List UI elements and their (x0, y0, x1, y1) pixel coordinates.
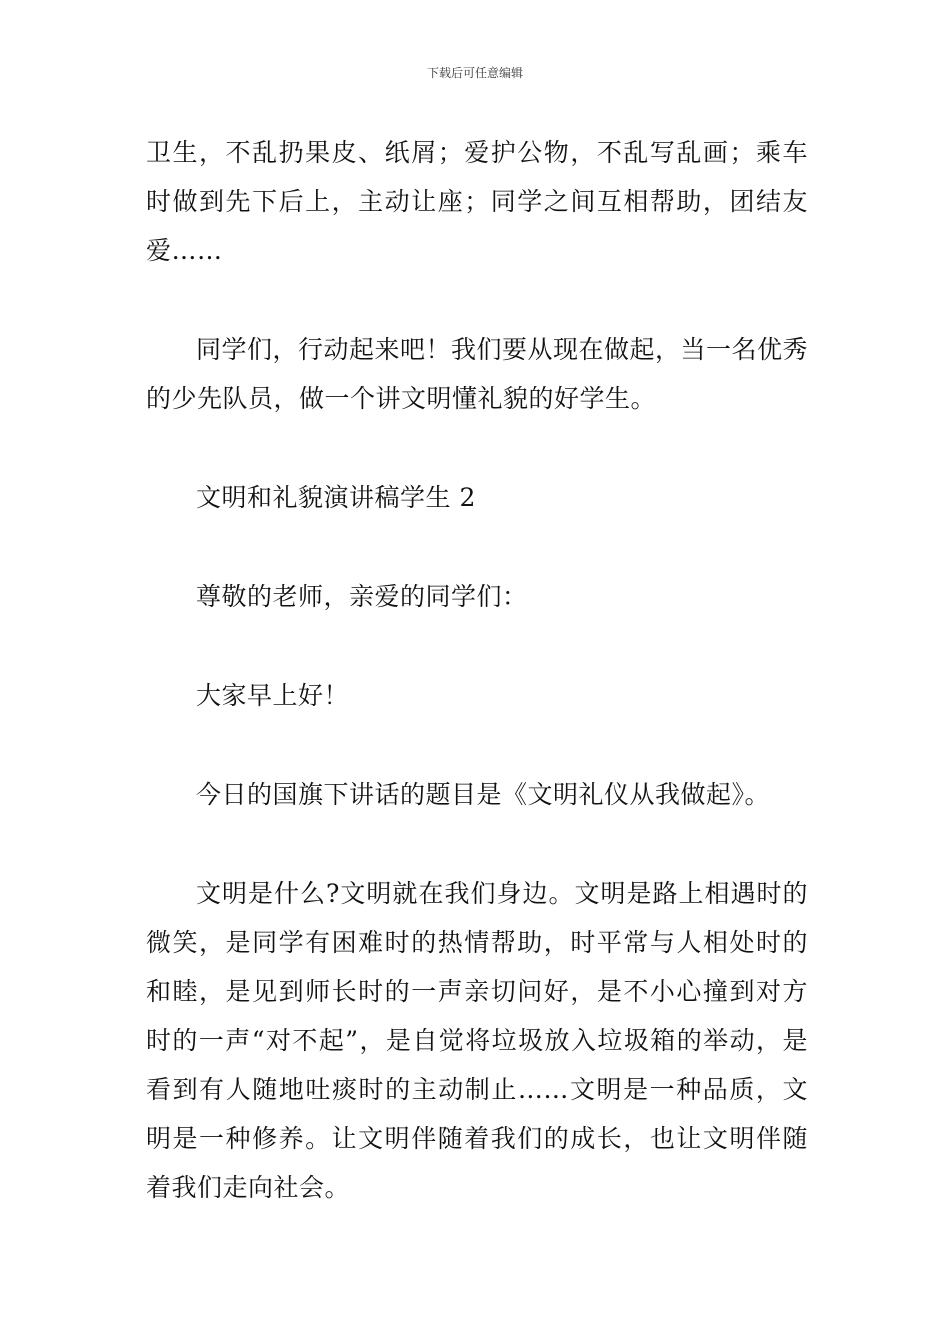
greeting-morning: 大家早上好！ (196, 681, 350, 710)
section-title: 文明和礼貌演讲稿学生 2 (196, 483, 476, 512)
paragraph-call-to-action: 同学们，行动起来吧！我们要从现在做起，当一名优秀的少先队员，做一个讲文明懂礼貌的好学生。 (146, 335, 809, 413)
paragraph-what-is-civility: 文明是什么?文明就在我们身边。文明是路上相遇时的微笑，是同学有困难时的热情帮助，时平常与人相处时的和睦，是见到师长时的一声亲切问好，是不小心撞到对方时的一声“对不起”，是自觉将垃圾放入垃圾箱的举动，是看到有人随地吐痰时的主动制止……文明是一种品质，文明是一种修养。让文明伴随着我们的成长，也让文明伴随着我们走向社会。 (146, 879, 808, 1202)
paragraph-continuation: 卫生，不乱扔果皮、纸屑；爱护公物，不乱写乱画；乘车时做到先下后上，主动让座；同学之间互相帮助，团结友爱…… (146, 138, 808, 265)
greeting-salutation: 尊敬的老师，亲爱的同学们： (196, 582, 528, 611)
speech-topic: 今日的国旗下讲话的题目是《文明礼仪从我做起》。 (196, 780, 771, 809)
page-header-note: 下载后可任意编辑 (426, 66, 523, 80)
document-body (146, 128, 808, 1212)
